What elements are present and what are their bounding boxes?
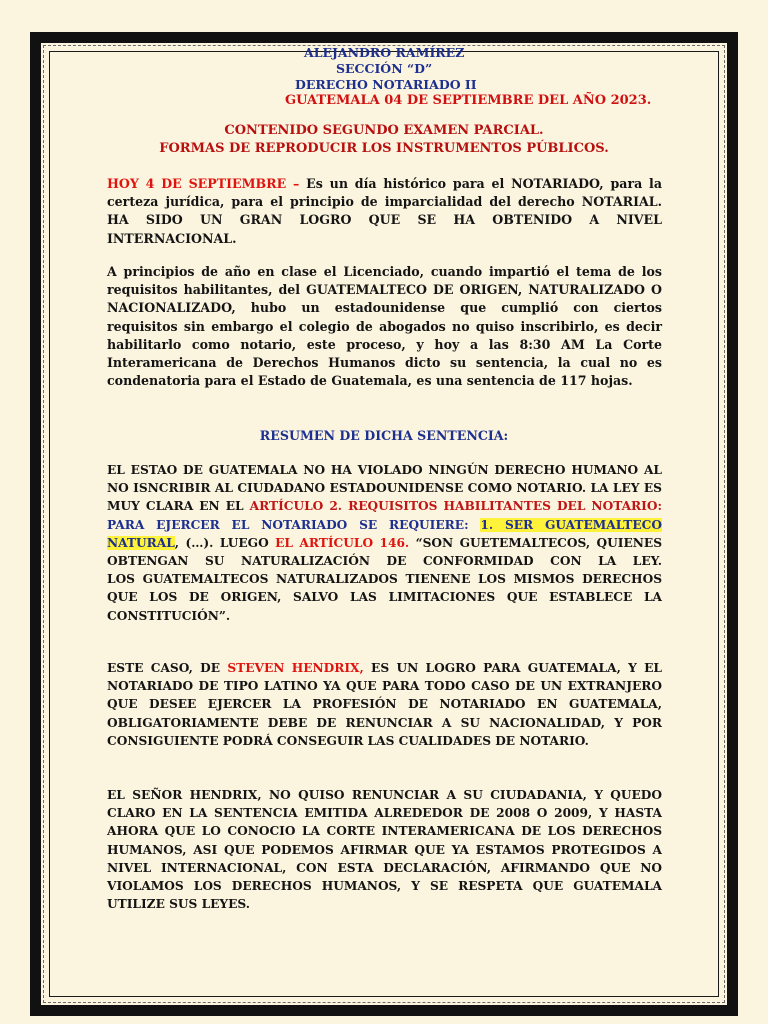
paragraph-3-part-3: “SON GUETEMALTECOS, QUIENES OBTENGAN SU NATURALIZACIÓN DE CONFORMIDAD CON LA LEY. LOS GUATEMALTECOS NATURALIZADOS TIENENE LOS MISMOS DERECHOS QUE LOS DE ORIGEN, SALVO LAS LIMITACIONES QUE ESTABLECE LA CONSTITUCIÓN”. bbox=[107, 535, 764, 623]
title-line-2: FORMAS DE REPRODUCIR LOS INSTRUMENTOS PÚBLICOS. bbox=[159, 141, 609, 156]
article-2-reference: ARTÍCULO 2. REQUISITOS HABILITANTES DEL NOTARIO: bbox=[249, 499, 662, 514]
paragraph-1 bbox=[107, 175, 662, 248]
author-name: ALEJANDRO RAMÍREZ bbox=[304, 45, 465, 60]
paragraph-4-part-1: ESTE CASO, DE bbox=[107, 661, 228, 675]
paragraph-5-body: EL SEÑOR HENDRIX, NO QUISO RENUNCIAR A SU CIUDADANIA, Y QUEDO CLARO EN LA SENTENCIA EMITIDA ALREDEDOR DE 2008 O 2009, Y HASTA AHORA QUE LO CONOCIO LA CORTE INTERAMERICANA DE LOS DERECHOS HUMANOS, ASI QUE PODEMOS AFIRMAR QUE YA ESTAMOS PROTEGIDOS A NIVEL INTERNACIONAL, CON ESTA DECLARACIÓN, AFIRMANDO QUE NO VIOLAMOS LOS DERECHOS HUMANOS, Y SE RESPETA QUE GUATEMALA UTILIZE SUS LEYES. bbox=[107, 788, 662, 912]
paragraph-4-part-2: ES UN LOGRO PARA GUATEMALA, Y EL NOTARIADO DE TIPO LATINO YA QUE PARA TODO CASO DE UN EXTRANJERO QUE DESEE EJERCER LA PROFESIÓN DE NOTARIADO EN GUATEMALA, OBLIGATORIAMENTE DEBE DE RENUNCIAR A SU NACIONALIDAD, Y POR CONSIGUIENTE PODRÁ CONSEGUIR LAS CUALIDADES DE NOTARIO. bbox=[107, 661, 662, 748]
section-label: SECCIÓN “D” bbox=[336, 61, 433, 76]
date-line: GUATEMALA 04 DE SEPTIEMBRE DEL AÑO 2023. bbox=[285, 93, 652, 108]
title-line-1: CONTENIDO SEGUNDO EXAMEN PARCIAL. bbox=[224, 123, 544, 138]
paragraph-3 bbox=[107, 461, 764, 625]
paragraph-1-body: Es un día histórico para el NOTARIADO, para la certeza jurídica, para el principio de imparcialidad del derecho NOTARIAL. HA SIDO UN GRAN LOGRO QUE SE HA OBTENIDO A NIVEL INTERNACIONAL. bbox=[107, 176, 663, 246]
paragraph-1-lead: HOY 4 DE SEPTIEMBRE – bbox=[107, 176, 300, 191]
requirement-text: PARA EJERCER EL NOTARIADO SE REQUIERE: bbox=[107, 517, 481, 532]
paragraph-2 bbox=[107, 263, 662, 390]
paragraph-4 bbox=[107, 659, 662, 750]
paragraph-2-body: A principios de año en clase el Licenciado, cuando impartió el tema de los requisitos habilitantes, del GUATEMALTECO DE ORIGEN, NATURALIZADO O NACIONALIZADO, hubo un estadounidense que cumplió con ciertos requisitos sin embargo el colegio de abogados no quiso inscribirlo, es decir habilitarlo como notario, este proceso, y hoy a las 8:30 AM La Corte Interamericana de Derechos Humanos dicto su sentencia, la cual no es condenatoria para el Estado de Guatemala, es una sentencia de 117 hojas. bbox=[107, 264, 662, 389]
paragraph-3-part-2: , (…). LUEGO bbox=[174, 535, 276, 550]
paragraph-5 bbox=[107, 786, 662, 913]
article-146-reference: EL ARTÍCULO 146. bbox=[275, 535, 410, 550]
course-name: DERECHO NOTARIADO II bbox=[295, 77, 477, 92]
highlighted-requirement: 1. SER GUATEMALTECO NATURAL bbox=[107, 517, 662, 550]
summary-heading: RESUMEN DE DICHA SENTENCIA: bbox=[259, 428, 509, 443]
steven-hendrix-name: STEVEN HENDRIX, bbox=[227, 661, 364, 675]
paragraph-3-part-1: EL ESTAO DE GUATEMALA NO HA VIOLADO NINGÚN DERECHO HUMANO AL NO ISNCRIBIR AL CIUDADANO ESTADOUNIDENSE COMO NOTARIO. LA LEY ES MUY CLARA EN EL bbox=[107, 463, 662, 514]
